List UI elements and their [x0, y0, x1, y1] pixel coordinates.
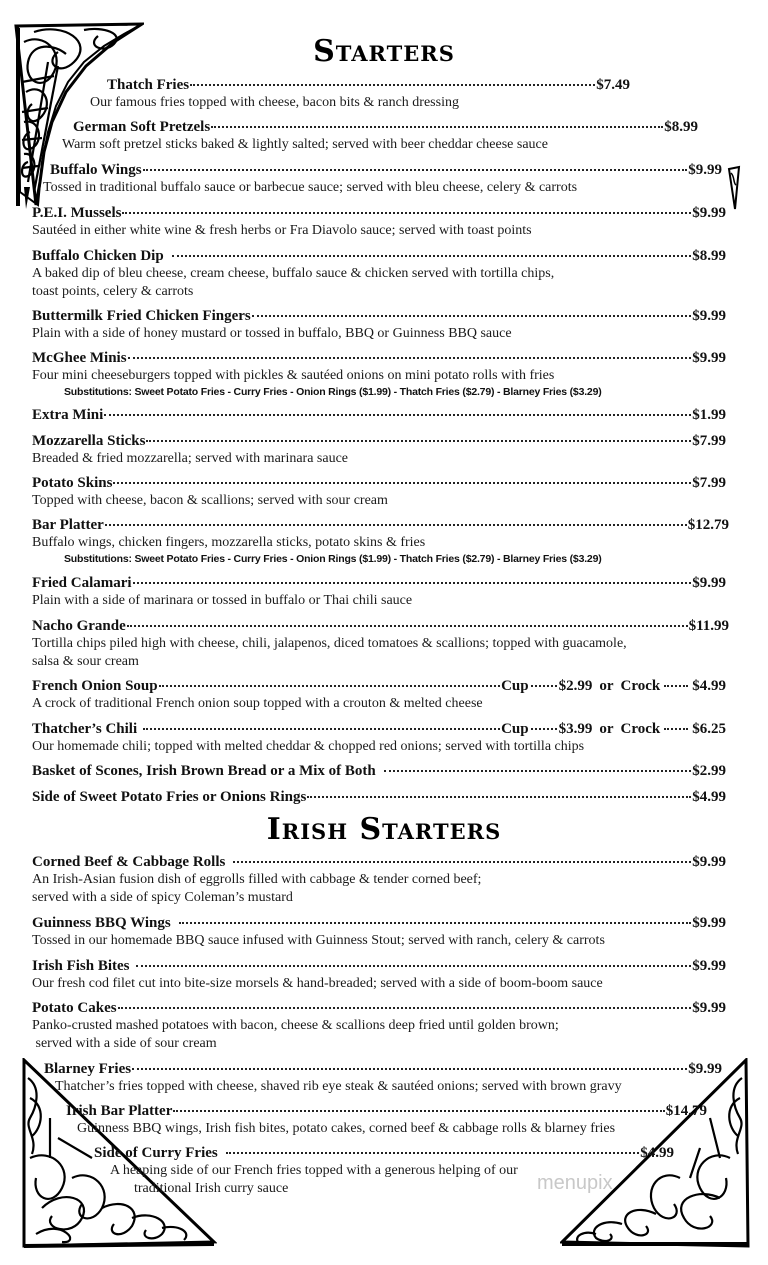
item-name: Nacho Grande	[32, 618, 126, 634]
crock-price: $6.25	[692, 721, 726, 737]
item-description: Our homemade chili; topped with melted cheddar & chopped red onions; served with tortilla chips	[32, 739, 585, 754]
item-description: Our famous fries topped with cheese, bacon bits & ranch dressing	[90, 95, 459, 110]
menu-item-blarney-fries	[44, 1061, 722, 1096]
item-description: Four mini cheeseburgers topped with pickles & sautéed onions on mini potato rolls with fries	[32, 368, 555, 383]
cup-label: Cup	[501, 721, 529, 737]
item-description: Plain with a side of honey mustard or tossed in buffalo, BBQ or Guinness BBQ sauce	[32, 326, 512, 341]
item-description-line-2: served with a side of sour cream	[32, 1036, 217, 1051]
or-label: or	[599, 678, 614, 694]
item-description: Guinness BBQ wings, Irish fish bites, potato cakes, corned beef & cabbage rolls & blarney fries	[77, 1121, 616, 1136]
menu-item-buffalo-wings	[43, 162, 722, 197]
item-name: Extra Mini	[32, 407, 104, 423]
menu-item-nacho-grande	[32, 618, 729, 671]
item-description-line-2: served with a side of spicy Coleman’s mustard	[32, 890, 293, 905]
item-price: $8.99	[692, 248, 726, 264]
item-price: $9.99	[688, 162, 722, 178]
item-name: Buttermilk Fried Chicken Fingers	[32, 308, 251, 324]
cup-price: $2.99	[558, 678, 593, 694]
item-price: $9.99	[692, 575, 726, 591]
item-description: Warm soft pretzel sticks baked & lightly salted; served with beer cheddar cheese sauce	[62, 137, 548, 152]
item-description: Buffalo wings, chicken fingers, mozzarella sticks, potato skins & fries	[32, 535, 426, 550]
item-name: Thatcher’s Chili	[32, 721, 138, 737]
menu-item-french-onion-soup	[32, 678, 726, 713]
menu-item-guinness-bbq-wings	[32, 915, 726, 950]
menu-item-potato-cakes	[32, 1000, 726, 1053]
menu-item-mcghee-minis	[32, 350, 726, 399]
item-name: Irish Fish Bites	[32, 958, 130, 974]
menu-item-extra-mini	[32, 407, 726, 424]
cup-label: Cup	[501, 678, 529, 694]
menu-item-pei-mussels	[32, 205, 726, 240]
cup-price: $3.99	[558, 721, 593, 737]
item-name: Thatch Fries	[107, 77, 190, 93]
menu-item-irish-fish-bites	[32, 958, 726, 993]
item-description: Tortilla chips piled high with cheese, chili, jalapenos, diced tomatoes & scallions; topped with guacamole,	[32, 636, 627, 651]
item-name: Side of Curry Fries	[94, 1145, 218, 1161]
section-title-irish-starters: Irish Starters	[266, 812, 502, 847]
item-name: Corned Beef & Cabbage Rolls	[32, 854, 226, 870]
item-price: $7.49	[596, 77, 630, 93]
item-description-line-2: traditional Irish curry sauce	[134, 1181, 289, 1196]
item-price: $9.99	[692, 350, 726, 366]
item-price: $11.99	[688, 618, 729, 634]
item-price: $9.99	[692, 308, 726, 324]
menu-item-german-soft-pretzels	[62, 119, 698, 154]
item-name: Mozzarella Sticks	[32, 433, 146, 449]
item-name: Blarney Fries	[44, 1061, 132, 1077]
menu-item-basket-of-scones	[32, 763, 726, 780]
menu-item-thatch-fries	[90, 77, 630, 112]
item-name: Buffalo Chicken Dip	[32, 248, 164, 264]
item-description: Thatcher’s fries topped with cheese, shaved rib eye steak & sautéed onions; served with brown gravy	[55, 1079, 622, 1094]
menu-item-irish-bar-platter	[66, 1103, 707, 1138]
item-name: Fried Calamari	[32, 575, 132, 591]
menu-item-buffalo-chicken-dip	[32, 248, 726, 301]
item-description: Tossed in traditional buffalo sauce or barbecue sauce; served with bleu cheese, celery & carrots	[43, 180, 578, 195]
item-description: A baked dip of bleu cheese, cream cheese, buffalo sauce & chicken served with tortilla chips,	[32, 266, 555, 281]
item-name: German Soft Pretzels	[73, 119, 211, 135]
item-name: Bar Platter	[32, 517, 104, 533]
item-description: A heaping side of our French fries topped with a generous helping of our	[110, 1163, 518, 1178]
item-name: P.E.I. Mussels	[32, 205, 122, 221]
crock-price: $4.99	[692, 678, 726, 694]
item-price: $1.99	[692, 407, 726, 423]
watermark: menupix	[537, 1172, 613, 1194]
menu-item-corned-beef-cabbage-rolls	[32, 854, 726, 907]
corner-tick-left-icon	[22, 185, 32, 211]
item-price: $9.99	[692, 854, 726, 870]
item-name: McGhee Minis	[32, 350, 127, 366]
menu-item-side-sweet-potato-fries	[32, 789, 726, 806]
item-name: Guinness BBQ Wings	[32, 915, 171, 931]
item-name: Side of Sweet Potato Fries or Onions Rings	[32, 789, 307, 805]
crock-label: Crock	[620, 721, 661, 737]
item-price: $9.99	[692, 205, 726, 221]
item-price: $8.99	[664, 119, 698, 135]
substitutions-note: Substitutions: Sweet Potato Fries - Curry Fries - Onion Rings ($1.99) - Thatch Fries ($2.79) - Blarney Fries ($3.29)	[64, 553, 602, 565]
or-label: or	[599, 721, 614, 737]
item-price: $2.99	[692, 763, 726, 779]
crock-label: Crock	[620, 678, 661, 694]
item-price: $7.99	[692, 475, 726, 491]
section-title-starters: Starters	[313, 34, 455, 69]
item-description: Panko-crusted mashed potatoes with bacon, cheese & scallions deep fried until golden brown;	[32, 1018, 559, 1033]
item-price: $4.99	[640, 1145, 674, 1161]
item-price: $14.79	[665, 1103, 707, 1119]
item-name: Basket of Scones, Irish Brown Bread or a Mix of Both	[32, 763, 376, 779]
menu-item-mozzarella-sticks	[32, 433, 726, 468]
menu-item-buttermilk-fried-chicken-fingers	[32, 308, 726, 343]
item-price: $7.99	[692, 433, 726, 449]
item-name: French Onion Soup	[32, 678, 158, 694]
item-price: $12.79	[687, 517, 729, 533]
item-price: $9.99	[688, 1061, 722, 1077]
item-description: Sautéed in either white wine & fresh herbs or Fra Diavolo sauce; served with toast points	[32, 223, 532, 238]
item-description: Breaded & fried mozzarella; served with marinara sauce	[32, 451, 349, 466]
item-price: $9.99	[692, 958, 726, 974]
substitutions-note: Substitutions: Sweet Potato Fries - Curry Fries - Onion Rings ($1.99) - Thatch Fries ($2.79) - Blarney Fries ($3.29)	[64, 386, 602, 398]
menu-item-bar-platter	[32, 517, 729, 566]
menu-item-potato-skins	[32, 475, 726, 510]
item-price: $9.99	[692, 1000, 726, 1016]
item-description: A crock of traditional French onion soup topped with a crouton & melted cheese	[32, 696, 483, 711]
item-description-line-2: toast points, celery & carrots	[32, 284, 194, 299]
item-name: Potato Cakes	[32, 1000, 117, 1016]
item-description: An Irish-Asian fusion dish of eggrolls filled with cabbage & tender corned beef;	[32, 872, 482, 887]
item-price: $4.99	[692, 789, 726, 805]
corner-tick-right-icon	[727, 165, 741, 211]
item-description: Plain with a side of marinara or tossed in buffalo or Thai chili sauce	[32, 593, 413, 608]
item-name: Potato Skins	[32, 475, 113, 491]
item-name: Irish Bar Platter	[66, 1103, 173, 1119]
item-price: $9.99	[692, 915, 726, 931]
item-description: Tossed in our homemade BBQ sauce infused with Guinness Stout; served with ranch, celery & carrots	[32, 933, 605, 948]
item-description: Our fresh cod filet cut into bite-size morsels & hand-breaded; served with a side of boom-boom sauce	[32, 976, 603, 991]
item-description-line-2: salsa & sour cream	[32, 654, 139, 669]
menu-item-fried-calamari	[32, 575, 726, 610]
item-description: Topped with cheese, bacon & scallions; served with sour cream	[32, 493, 388, 508]
menu-item-thatchers-chili	[32, 721, 726, 756]
item-name: Buffalo Wings	[50, 162, 142, 178]
